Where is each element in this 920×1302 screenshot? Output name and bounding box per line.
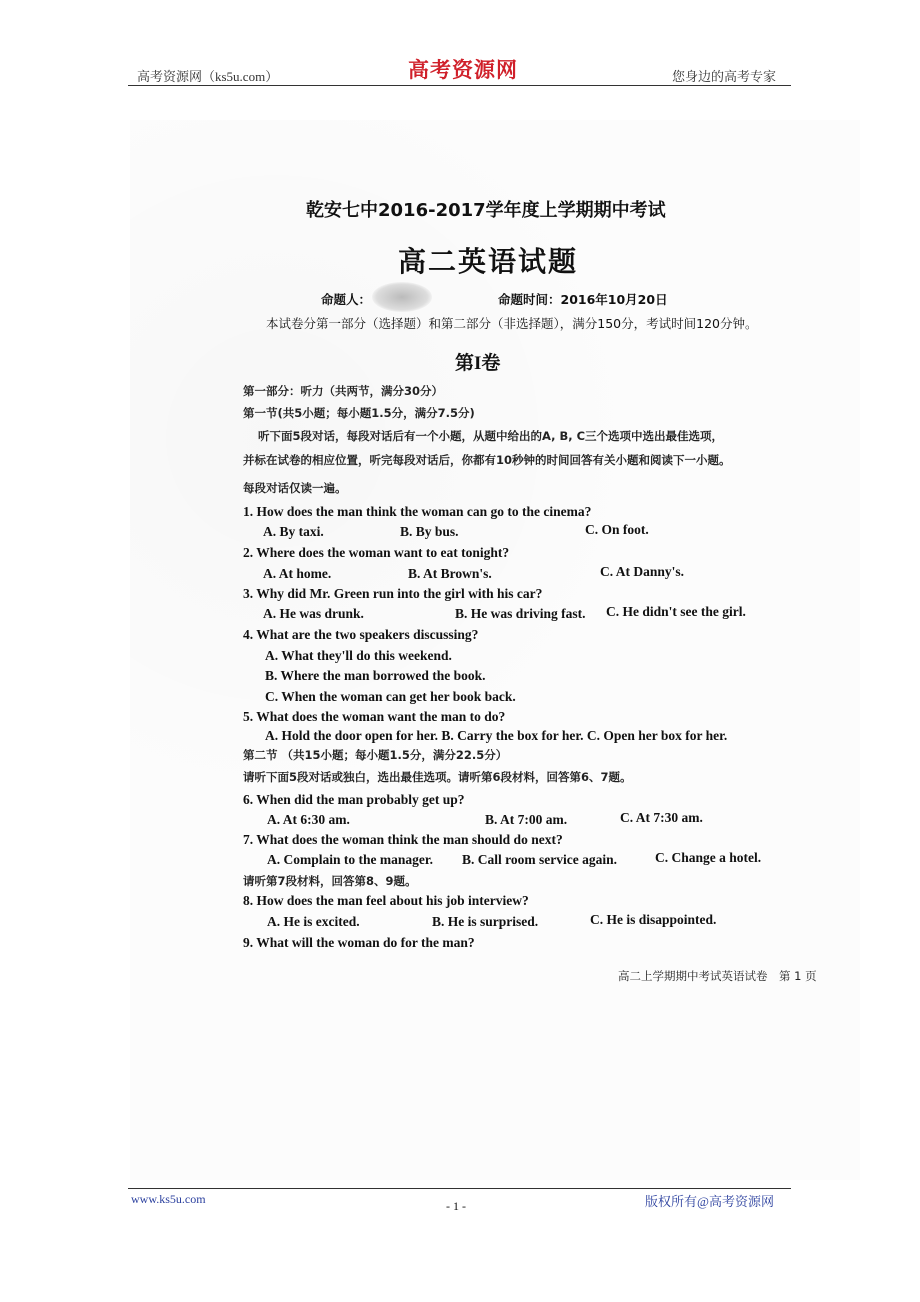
question-8-option: C. He is disappointed. (590, 912, 717, 927)
header-right: 您身边的高考专家 (672, 69, 777, 84)
section2-instruction: 请听下面5段对话或独白，选出最佳选项。请听第6段材料，回答第6、7题。 (243, 770, 632, 784)
question-2-option: C. At Danny's. (600, 564, 685, 579)
question-3-option: B. He was driving fast. (455, 606, 586, 621)
question-4-option: C. When the woman can get her book back. (265, 689, 516, 704)
question-4-option: A. What they'll do this weekend. (265, 648, 452, 663)
question-6-option: B. At 7:00 am. (485, 812, 568, 827)
school-title: 乾安七中2016-2017学年度上学期期中考试 (306, 200, 666, 221)
volume-title: 第I卷 (455, 353, 501, 374)
subject-title: 高二英语试题 (398, 245, 579, 278)
section1-instruction: 每段对话仅读一遍。 (243, 481, 347, 495)
header-rule (128, 85, 791, 86)
question-7-option: A. Complain to the manager. (267, 852, 434, 867)
question-4-option: B. Where the man borrowed the book. (265, 668, 486, 683)
part1-heading: 第一部分：听力（共两节，满分30分） (243, 384, 444, 398)
section1-instruction: 并标在试卷的相应位置，听完每段对话后，你都有10秒钟的时间回答有关小题和阅读下一小题。 (243, 453, 731, 467)
question-2: 2. Where does the woman want to eat tonight? (243, 545, 510, 560)
question-3: 3. Why did Mr. Green run into the girl with his car? (243, 586, 543, 601)
section1-heading: 第一节(共5小题；每小题1.5分，满分7.5分) (243, 406, 475, 420)
footer-link[interactable]: www.ks5u.com (131, 1192, 206, 1206)
header-left: 高考资源网（ks5u.com） (137, 69, 279, 84)
question-3-option: C. He didn't see the girl. (606, 604, 746, 619)
question-7-option: B. Call room service again. (462, 852, 617, 867)
question-6-option: C. At 7:30 am. (620, 810, 703, 825)
question-7: 7. What does the woman think the man should do next? (243, 832, 563, 847)
question-6-option: A. At 6:30 am. (267, 812, 350, 827)
question-3-option: A. He was drunk. (263, 606, 364, 621)
question-7-option: C. Change a hotel. (655, 850, 762, 865)
question-4: 4. What are the two speakers discussing? (243, 627, 479, 642)
section2-heading: 第二节 （共15小题；每小题1.5分，满分22.5分） (243, 748, 508, 762)
scan-page-footer: 高二上学期期中考试英语试卷 第 1 页 (618, 969, 817, 983)
question-5-option: A. Hold the door open for her. B. Carry the box for her. C. Open her box for her. (265, 728, 728, 743)
exam-intro: 本试卷分第一部分（选择题）和第二部分（非选择题），满分150分，考试时间120分钟。 (266, 316, 758, 331)
question-1-option: C. On foot. (585, 522, 649, 537)
question-2-option: B. At Brown's. (408, 566, 492, 581)
redacted-name (372, 282, 432, 312)
question-8-option: A. He is excited. (267, 914, 360, 929)
footer-copyright: 版权所有@高考资源网 (645, 1194, 774, 1209)
question-9: 9. What will the woman do for the man? (243, 935, 475, 950)
question-5: 5. What does the woman want the man to do? (243, 709, 506, 724)
footer-rule (128, 1188, 791, 1189)
question-1-option: B. By bus. (400, 524, 459, 539)
instruction-7: 请听第7段材料，回答第8、9题。 (243, 874, 417, 888)
logo: 高考资源网 (408, 58, 518, 82)
question-2-option: A. At home. (263, 566, 332, 581)
section1-instruction: 听下面5段对话，每段对话后有一个小题，从题中给出的A, B, C三个选项中选出最佳选项， (258, 429, 724, 443)
exam-date: 命题时间：2016年10月20日 (498, 292, 668, 307)
question-1: 1. How does the man think the woman can go to the cinema? (243, 504, 592, 519)
question-1-option: A. By taxi. (263, 524, 324, 539)
page-number: - 1 - (446, 1199, 466, 1213)
question-6: 6. When did the man probably get up? (243, 792, 465, 807)
question-8-option: B. He is surprised. (432, 914, 539, 929)
question-8: 8. How does the man feel about his job interview? (243, 893, 529, 908)
author-label: 命题人： (321, 292, 372, 307)
